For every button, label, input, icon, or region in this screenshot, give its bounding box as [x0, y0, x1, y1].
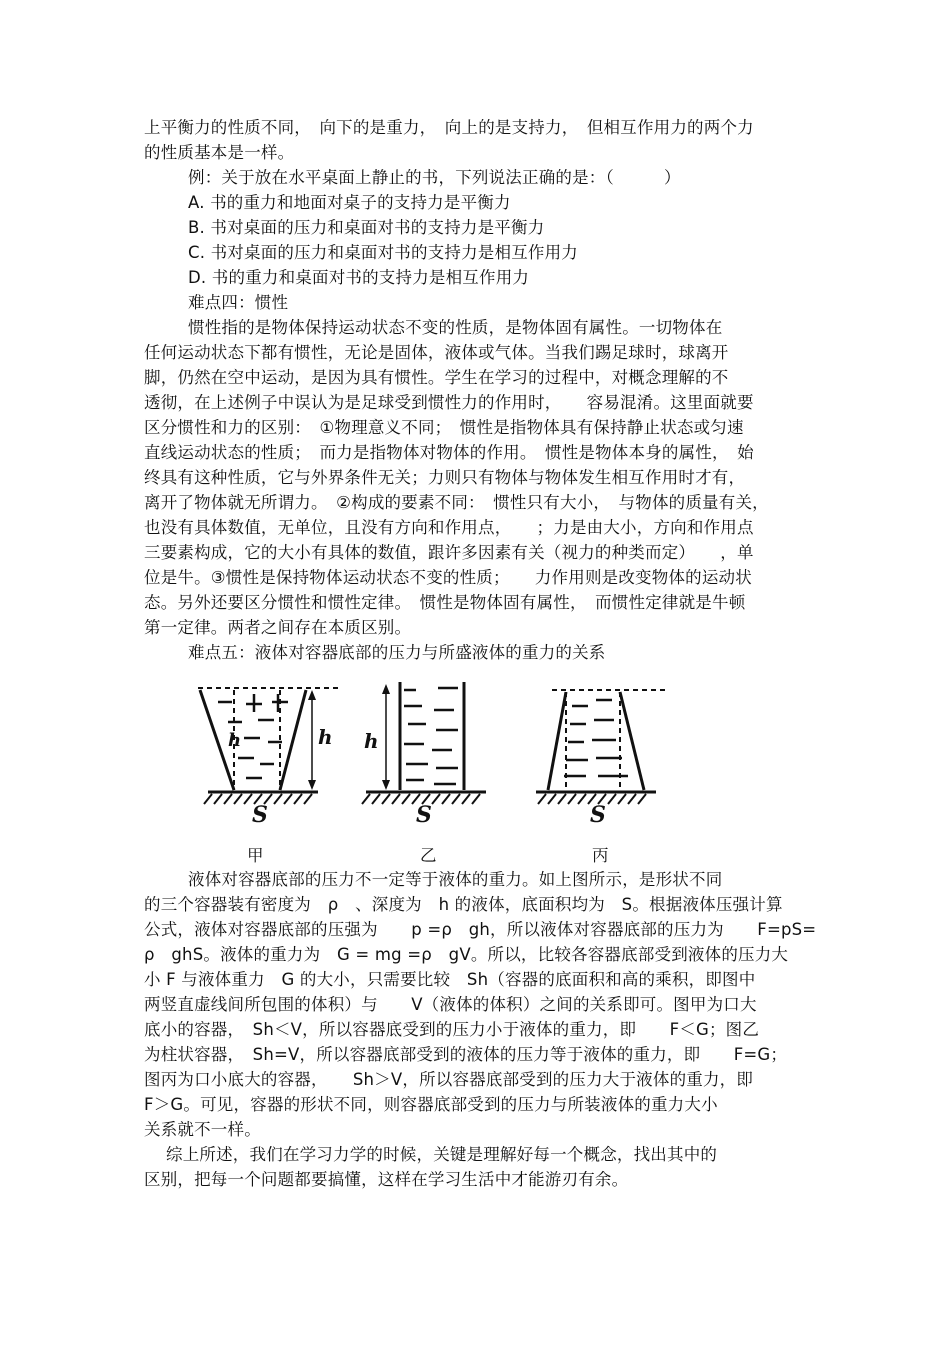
area-label: S	[416, 802, 432, 828]
text-line: 态。另外还要区分惯性和惯性定律。 惯性是物体固有属性， 而惯性定律就是牛顿	[144, 593, 746, 612]
text-line: 区分惯性和力的区别： ①物理意义不同； 惯性是指物体具有保持静止状态或匀速	[144, 418, 744, 437]
section-heading: 难点五：液体对容器底部的压力与所盛液体的重力的关系	[188, 643, 606, 662]
text-line: 的性质基本是一样。	[144, 143, 295, 162]
height-label: h	[364, 729, 379, 753]
text-line: 为柱状容器， Sh=V，所以容器底部受到的液体的压力等于液体的重力，即 F=G；	[144, 1045, 788, 1064]
text-line: 位是牛。③惯性是保持物体运动状态不变的性质； 力作用则是改变物体的运动状	[144, 568, 752, 587]
container-jia-diagram	[188, 672, 338, 830]
text-line: 离开了物体就无所谓力。 ②构成的要素不同： 惯性只有大小， 与物体的质量有关，	[144, 493, 769, 512]
example-question: 例：关于放在水平桌面上静止的书，下列说法正确的是：（ ）	[188, 168, 681, 187]
text-line: 脚，仍然在空中运动，是因为具有惯性。学生在学习的过程中，对概念理解的不	[144, 368, 729, 387]
caption-bing: 丙	[592, 846, 609, 865]
text-line: 也没有具体数值，无单位，且没有方向和作用点， ；力是由大小，方向和作用点	[144, 518, 754, 537]
summary-line: 区别，把每一个问题都要搞懂，这样在学习生活中才能游刃有余。	[144, 1170, 629, 1189]
text-line: 上平衡力的性质不同， 向下的是重力， 向上的是支持力， 但相互作用力的两个力	[144, 118, 754, 137]
height-label: h	[318, 725, 333, 749]
text-line: 关系就不一样。	[144, 1120, 261, 1139]
text-line: 两竖直虚线间所包围的体积）与 V（液体的体积）之间的关系即可。图甲为口大	[144, 995, 757, 1014]
section-heading: 难点四：惯性	[188, 293, 289, 312]
text-line: 的三个容器装有密度为 ρ 、深度为 h 的液体，底面积均为 S。根据液体压强计算	[144, 895, 783, 914]
text-line: 惯性指的是物体保持运动状态不变的性质，是物体固有属性。一切物体在	[188, 318, 723, 337]
text-line: 底小的容器， Sh＜V，所以容器底受到的压力小于液体的重力，即 F＜G；图乙	[144, 1020, 760, 1039]
text-line: 透彻，在上述例子中误认为是足球受到惯性力的作用时， 容易混淆。这里面就要	[144, 393, 754, 412]
text-line: 直线运动状态的性质； 而力是指物体对物体的作用。 惯性是物体本身的属性， 始	[144, 443, 754, 462]
container-figure-bing	[522, 672, 672, 830]
option-d: D. 书的重力和桌面对书的支持力是相互作用力	[188, 268, 530, 287]
option-a: A. 书的重力和地面对桌子的支持力是平衡力	[188, 193, 511, 212]
option-b: B. 书对桌面的压力和桌面对书的支持力是平衡力	[188, 218, 545, 237]
container-bing-diagram	[522, 672, 672, 830]
text-line: 终具有这种性质，它与外界条件无关；力则只有物体与物体发生相互作用时才有，	[144, 468, 746, 487]
caption-yi: 乙	[420, 846, 437, 865]
container-figure-yi	[346, 672, 496, 830]
text-line: 第一定律。两者之间存在本质区别。	[144, 618, 412, 637]
text-line: 图丙为口小底大的容器， Sh＞V，所以容器底部受到的压力大于液体的重力，即	[144, 1070, 754, 1089]
text-line: 小 F 与液体重力 G 的大小，只需要比较 Sh（容器的底面积和高的乘积，即图中	[144, 970, 756, 989]
summary-line: 综上所述，我们在学习力学的时候，关键是理解好每一个概念，找出其中的	[166, 1145, 718, 1164]
text-line: 液体对容器底部的压力不一定等于液体的重力。如上图所示，是形状不同	[188, 870, 723, 889]
area-label: S	[252, 802, 268, 828]
option-c: C. 书对桌面的压力和桌面对书的支持力是相互作用力	[188, 243, 579, 262]
text-line: ρ ghS。液体的重力为 G = mg =ρ gV。所以，比较各容器底部受到液体的压力大	[144, 945, 789, 964]
container-figure-jia	[188, 672, 338, 830]
text-line: F＞G。可见，容器的形状不同，则容器底部受到的压力与所装液体的重力大小	[144, 1095, 718, 1114]
caption-jia: 甲	[247, 846, 264, 865]
container-yi-diagram	[346, 672, 496, 830]
area-label: S	[590, 802, 606, 828]
text-line: 公式，液体对容器底部的压强为 p =ρ gh，所以液体对容器底部的压力为 F=pS=	[144, 920, 817, 939]
text-line: 三要素构成，它的大小有具体的数值，跟许多因素有关（视力的种类而定） ，单	[144, 543, 754, 562]
text-line: 任何运动状态下都有惯性，无论是固体，液体或气体。当我们踢足球时，球离开	[144, 343, 729, 362]
height-label: h	[228, 730, 242, 751]
